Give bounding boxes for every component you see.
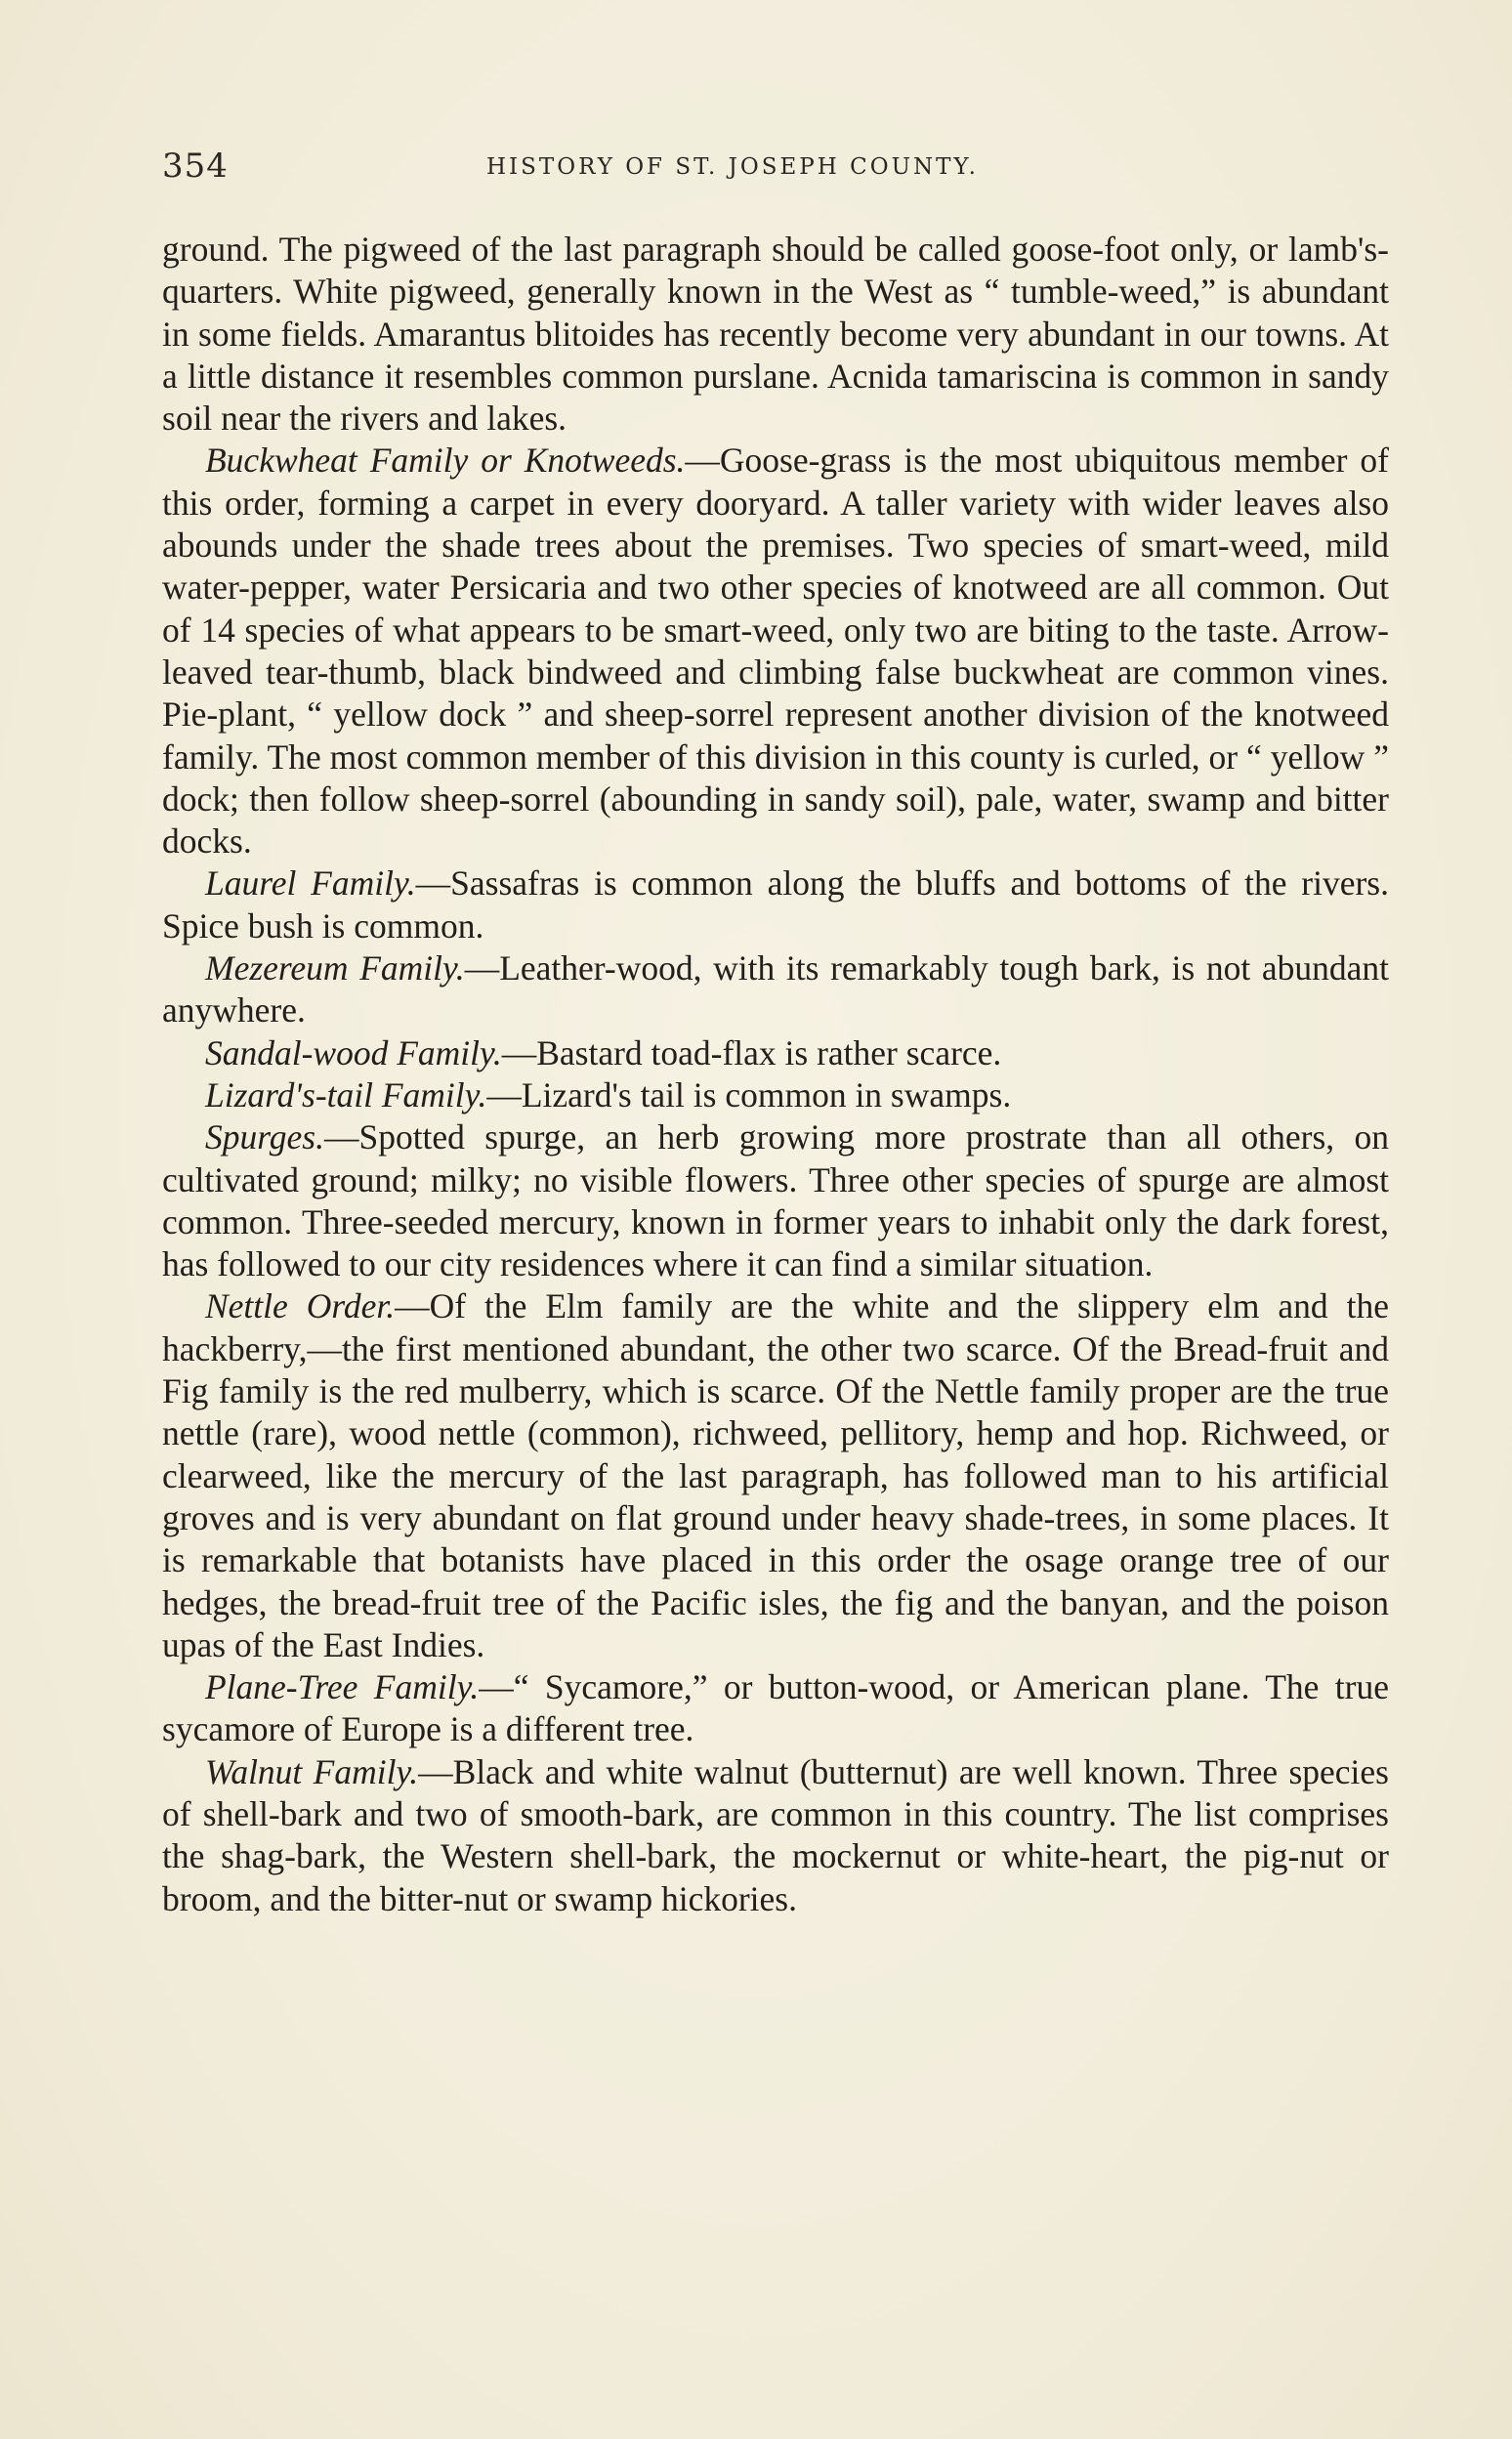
paragraph-text: —Spotted spurge, an herb growing more prostrate than all others, on cultivated ground; milky; no visible flowers. Three other species of spurge are almost common. Three-seeded mercury, known in former years to inhabit only the dark forest, has followed to our city residences where it can find a similar situation. — [162, 1117, 1389, 1284]
paragraph-walnut-family — [162, 1751, 1389, 1920]
section-heading: Spurges. — [205, 1117, 324, 1157]
paragraph-pigweed — [162, 229, 1389, 440]
section-heading: Lizard's-tail Family. — [205, 1074, 487, 1114]
paragraph-text: ground. The pigweed of the last paragraph should be called goose-foot only, or lamb's-quarters. White pigweed, generally known in the West as “ tumble-weed,” is abundant in some fields. Amarantus blitoides has recently become very abundant in our towns. At a little distance it resembles common purslane. Acnida tamariscina is common in sandy soil near the rivers and lakes. — [162, 230, 1389, 439]
page-number: 354 — [162, 147, 229, 186]
paragraph-text: —Of the Elm family are the white and the slippery elm and the hackberry,—the first mentioned abundant, the other two scarce. Of the Bread-fruit and Fig family is the red mulberry, which is scarce. Of the Nettle family proper are the true nettle (rare), wood nettle (common), richweed, pellitory, hemp and hop. Richweed, or clearweed, like the mercury of the last paragraph, has followed man to his artificial groves and is very abundant on flat ground under heavy shade-trees, in some places. It is remarkable that botanists have placed in this order the osage orange tree of our hedges, the bread-fruit tree of the Pacific isles, the fig and the banyan, and the poison upas of the East Indies. — [162, 1286, 1389, 1664]
running-head: HISTORY OF ST. JOSEPH COUNTY. — [486, 154, 979, 180]
paragraph-mezereum-family — [162, 947, 1389, 1032]
paragraph-text: —Leather-wood, with its remarkably tough bark, is not abundant anywhere. — [162, 948, 1390, 1030]
page-header — [162, 147, 1395, 195]
section-heading: Walnut Family. — [205, 1751, 419, 1791]
paragraph-sandal-wood-family — [162, 1032, 1389, 1074]
section-heading: Laurel Family. — [205, 863, 416, 904]
paragraph-spurges — [162, 1116, 1389, 1285]
paragraph-plane-tree-family — [162, 1666, 1389, 1751]
section-heading: Plane-Tree Family. — [205, 1667, 480, 1707]
paragraph-buckwheat-family — [162, 440, 1389, 862]
section-heading: Sandal-wood Family. — [205, 1032, 502, 1072]
body-text — [162, 229, 1389, 1920]
paragraph-text: —Bastard toad-flax is rather scarce. — [501, 1032, 1002, 1072]
section-heading: Nettle Order. — [205, 1286, 396, 1326]
paragraph-laurel-family — [162, 862, 1389, 947]
paragraph-lizards-tail-family — [162, 1074, 1389, 1116]
paragraph-text: —Lizard's tail is common in swamps. — [486, 1074, 1012, 1114]
paragraph-text: —Sassafras is common along the bluffs and bottoms of the rivers. Spice bush is common. — [162, 863, 1389, 946]
paragraph-nettle-order — [162, 1285, 1389, 1666]
section-heading: Mezereum Family. — [205, 948, 465, 988]
paragraph-text: —“ Sycamore,” or button-wood, or American plane. The true sycamore of Europe is a different tree. — [162, 1667, 1389, 1749]
section-heading: Buckwheat Family or Knotweeds. — [205, 441, 686, 481]
paragraph-text: —Black and white walnut (butternut) are well known. Three species of shell-bark and two of smooth-bark, are common in this country. The list comprises the shag-bark, the Western shell-bark, the mockernut or white-heart, the pig-nut or broom, and the bitter-nut or swamp hickories. — [162, 1751, 1389, 1918]
paragraph-text: —Goose-grass is the most ubiquitous member of this order, forming a carpet in every dooryard. A taller variety with wider leaves also abounds under the shade trees about the premises. Two species of smart-weed, mild water-pepper, water Persicaria and two other species of knotweed are all common. Out of 14 species of what appears to be smart-weed, only two are biting to the taste. Arrow-leaved tear-thumb, black bindweed and climbing false buckwheat are common vines. Pie-plant, “ yellow dock ” and sheep-sorrel represent another division of the knotweed family. The most common member of this division in this county is curled, or “ yellow ” dock; then follow sheep-sorrel (abounding in sandy soil), pale, water, swamp and bitter docks. — [162, 441, 1389, 862]
